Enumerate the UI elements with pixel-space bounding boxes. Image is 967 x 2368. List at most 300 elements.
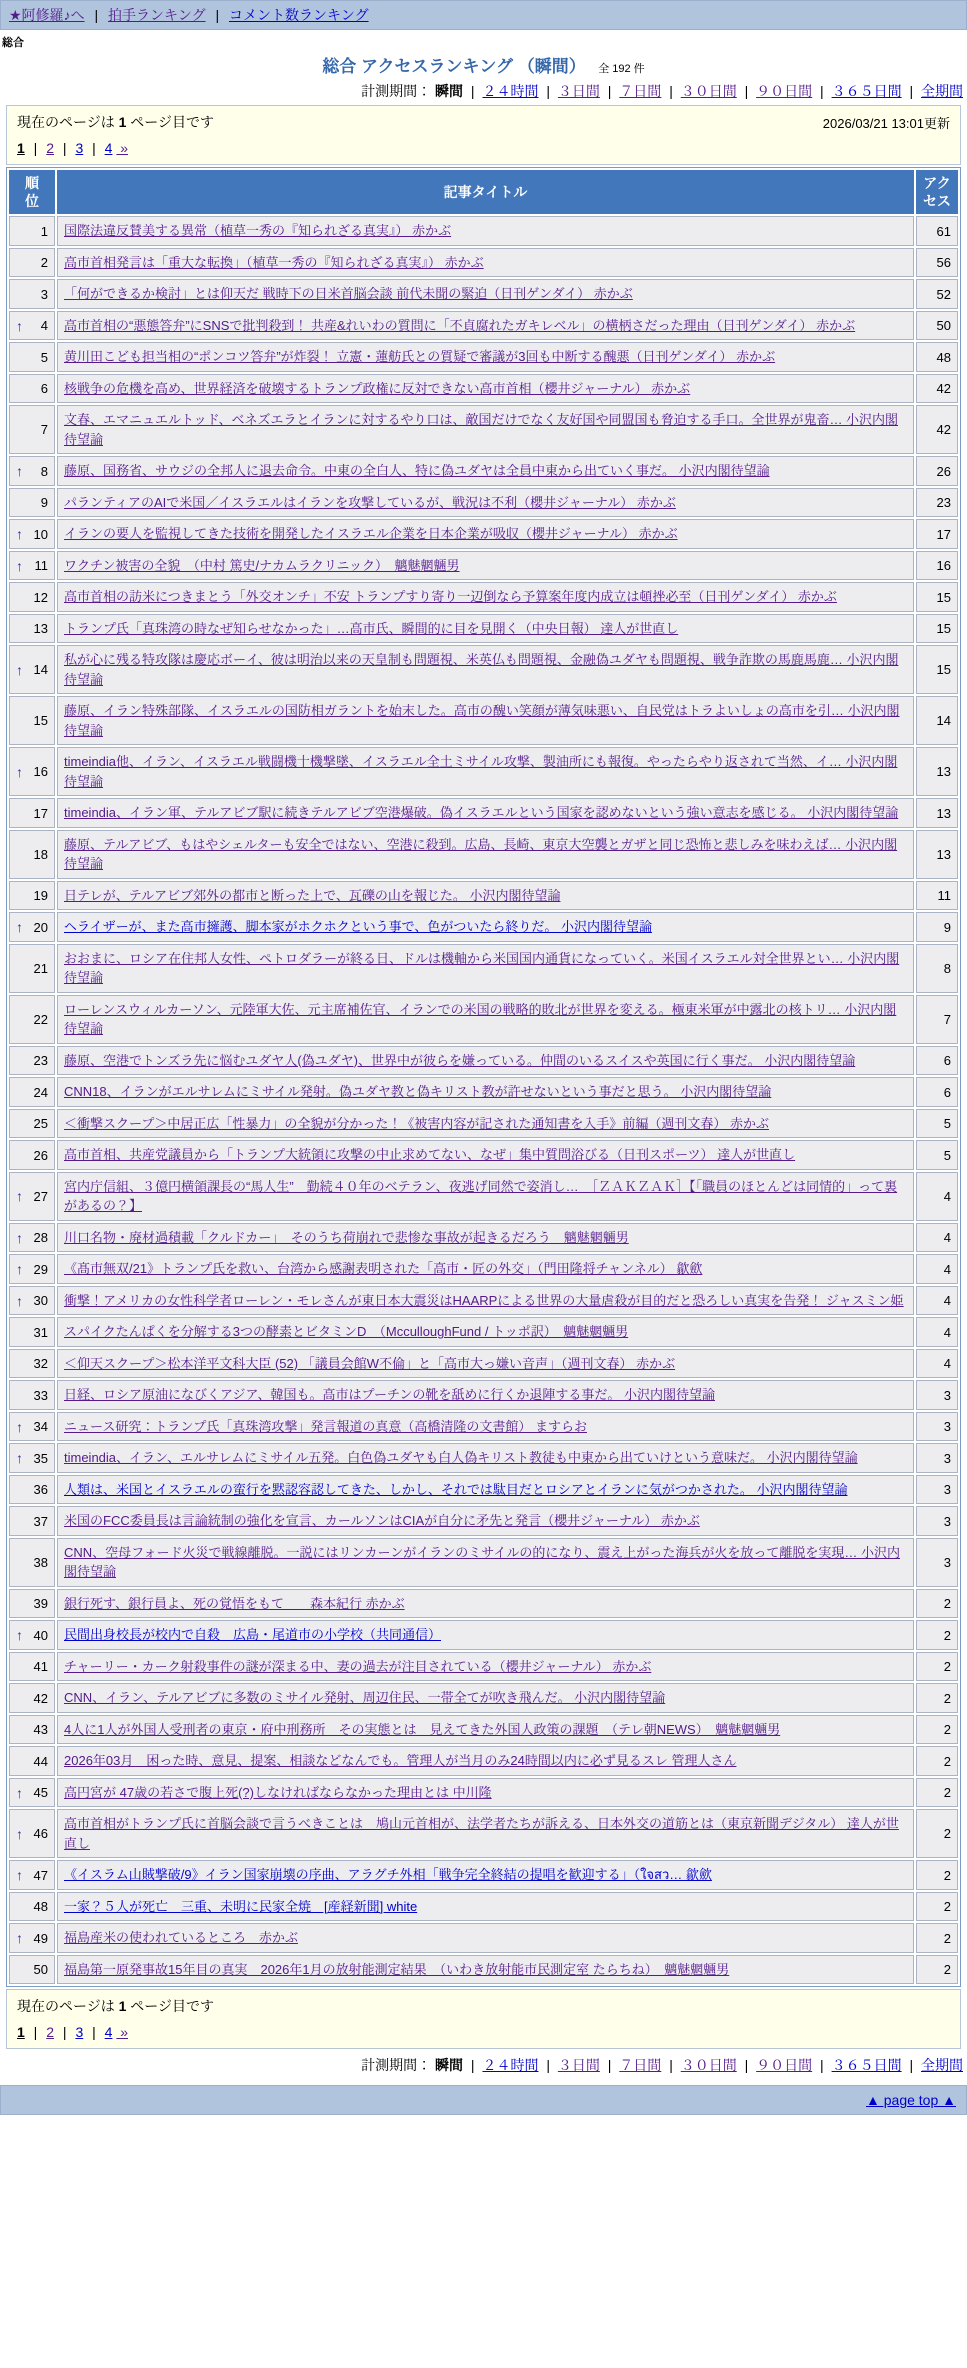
table-row bbox=[9, 488, 958, 518]
table-row bbox=[9, 912, 958, 942]
rank-up-arrow-icon: ↑ bbox=[16, 317, 23, 334]
rank-cell bbox=[9, 1715, 55, 1745]
title-cell bbox=[57, 1223, 914, 1253]
title-cell bbox=[57, 1892, 914, 1922]
title-cell bbox=[57, 1620, 914, 1650]
article-title-link[interactable]: ニュース研究：トランプ氏「真珠湾攻撃」発言報道の真意（高橋清隆の文書館） ますらお bbox=[64, 1418, 587, 1434]
period-option-link[interactable]: 全期間 bbox=[921, 2057, 963, 2074]
table-row bbox=[9, 374, 958, 404]
article-title-link[interactable]: チャーリー・カーク射殺事件の謎が深まる中、妻の過去が注目されている（櫻井ジャーナル） 赤かぶ bbox=[64, 1658, 652, 1674]
rank-cell bbox=[9, 1077, 55, 1107]
rank-cell bbox=[9, 1809, 55, 1858]
title-cell bbox=[57, 645, 914, 694]
separator: | bbox=[29, 140, 42, 156]
access-column-header: アクセス bbox=[916, 170, 958, 214]
pagination-page-link[interactable]: 4 bbox=[104, 2024, 113, 2041]
article-title-link[interactable]: 民間出身校長が校内で自殺 広島・尾道市の小学校（共同通信） bbox=[64, 1627, 442, 1643]
rank-number: 2 bbox=[40, 255, 48, 271]
period-option-link[interactable]: ７日間 bbox=[619, 83, 662, 99]
rank-column-header: 順位 bbox=[9, 170, 55, 214]
table-row bbox=[9, 696, 958, 745]
article-title-link[interactable]: 米国のFCC委員長は言論統制の強化を宣言、カールソンはCIAが自分に矛先と発言（櫻井ジャーナル） 赤かぶ bbox=[64, 1513, 700, 1529]
separator: | bbox=[816, 2057, 828, 2074]
title-cell bbox=[57, 488, 914, 518]
separator: | bbox=[665, 2057, 677, 2074]
rank-up-arrow-icon: ↑ bbox=[16, 661, 23, 678]
access-count: 3 bbox=[916, 1443, 958, 1473]
rank-inner bbox=[16, 1325, 48, 1340]
article-title-link[interactable]: スパイクたんぱくを分解する3つの酵素とビタミンD （McculloughFund / トッポ訳） 魑魅魍魎男 bbox=[64, 1324, 629, 1340]
rank-inner bbox=[16, 713, 48, 728]
rank-inner bbox=[16, 1012, 48, 1027]
rank-cell bbox=[9, 1172, 55, 1221]
title-cell bbox=[57, 1955, 914, 1985]
rank-cell bbox=[9, 1923, 55, 1953]
current-page-suffix-bottom: ページ目です bbox=[126, 1998, 215, 2015]
title-cell bbox=[57, 881, 914, 911]
rank-inner bbox=[16, 318, 48, 334]
rank-cell bbox=[9, 1955, 55, 1985]
access-count: 2 bbox=[916, 1923, 958, 1953]
table-row bbox=[9, 1746, 958, 1776]
article-title-link[interactable]: 藤原、空港でトンズラ先に悩むユダヤ人(偽ユダヤ)、世界中が彼らを嫌っている。仲間のいるスイスや英国に行く事だ。 小沢内閣待望論 bbox=[64, 1052, 856, 1068]
rank-cell bbox=[9, 311, 55, 341]
pagination-page-link[interactable]: 3 bbox=[75, 140, 84, 156]
top-nav-bar bbox=[0, 0, 967, 30]
article-title-link[interactable]: 日経、ロシア原油になびくアジア、韓国も。高市はプーチンの靴を舐めに行くか退陣する事だ。 小沢内閣待望論 bbox=[64, 1387, 716, 1403]
rank-inner bbox=[16, 526, 48, 542]
rank-cell bbox=[9, 747, 55, 796]
article-title-link[interactable]: 人類は、米国とイスラエルの蛮行を黙認容認してきた、しかし、それでは駄目だとロシアとイランに気がつかされた。 小沢内閣待望論 bbox=[64, 1481, 848, 1497]
rank-cell bbox=[9, 488, 55, 518]
access-count: 61 bbox=[916, 216, 958, 246]
title-cell bbox=[57, 216, 914, 246]
title-cell bbox=[57, 1172, 914, 1221]
rank-number: 8 bbox=[40, 463, 48, 479]
rank-number: 44 bbox=[33, 1753, 48, 1769]
rank-cell bbox=[9, 1683, 55, 1713]
rank-cell bbox=[9, 1380, 55, 1410]
title-cell bbox=[57, 405, 914, 454]
period-option-link[interactable]: ９０日間 bbox=[756, 83, 813, 99]
rank-number: 24 bbox=[33, 1084, 48, 1100]
rank-number: 34 bbox=[33, 1419, 48, 1435]
article-title-link[interactable]: ヘライザーが、また高市擁護、脚本家がホクホクという事で、色がついたら終りだ。 小沢内閣待望論 bbox=[64, 919, 652, 935]
rank-number: 15 bbox=[33, 713, 48, 729]
pagination-page-link[interactable]: 4 bbox=[104, 140, 113, 156]
top-nav-links bbox=[9, 7, 369, 23]
rank-cell bbox=[9, 1046, 55, 1076]
article-title-link[interactable]: ＜仰天スクープ＞松本洋平文科大臣 (52) 「議員会館W不倫」と「高市大っ嫌い音声」（週刊文春） 赤かぶ bbox=[64, 1355, 676, 1371]
rank-inner bbox=[16, 590, 48, 605]
article-title-link[interactable]: ＜衝撃スクープ＞中居正広「性暴力」の全貌が分かった！《被害内容が記された通知書を入手》前編（週刊文春） 赤かぶ bbox=[64, 1115, 769, 1131]
title-cell bbox=[57, 1923, 914, 1953]
access-count: 3 bbox=[916, 1538, 958, 1587]
period-option-link[interactable]: ３０日間 bbox=[680, 2057, 737, 2074]
rank-cell bbox=[9, 1475, 55, 1505]
access-count: 3 bbox=[916, 1412, 958, 1442]
article-title-link[interactable]: 高市首相、共産党議員から「トランプ大統領に攻撃の中止求めてない、なぜ」集中質問浴びる（日刊スポーツ） 達人が世直し bbox=[64, 1147, 796, 1163]
access-count: 42 bbox=[916, 374, 958, 404]
title-cell bbox=[57, 1380, 914, 1410]
title-cell bbox=[57, 1506, 914, 1536]
access-count: 48 bbox=[916, 342, 958, 372]
article-title-link[interactable]: 藤原、テルアビブ、もはやシェルターも安全ではない、空港に殺到。広島、長崎、東京大空襲とガザと同じ恐怖と悲しみを味わえば… 小沢内閣待望論 bbox=[64, 836, 898, 872]
table-row bbox=[9, 1223, 958, 1253]
table-row bbox=[9, 456, 958, 486]
article-title-link[interactable]: 福島産米の使われているところ 赤かぶ bbox=[64, 1930, 299, 1946]
rank-up-arrow-icon: ↑ bbox=[16, 919, 23, 936]
rank-cell bbox=[9, 582, 55, 612]
rank-number: 50 bbox=[33, 1962, 48, 1978]
article-title-link[interactable]: 高市首相の訪米につきまとう「外交オンチ」不安 トランプすり寄り一辺倒なら予算案年度内成立は頓挫必至（日刊ゲンダイ） 赤かぶ bbox=[64, 589, 837, 605]
period-option-link[interactable]: ９０日間 bbox=[756, 2057, 813, 2074]
rank-number: 21 bbox=[33, 960, 48, 976]
rank-number: 41 bbox=[33, 1659, 48, 1675]
title-cell bbox=[57, 1046, 914, 1076]
period-option-link[interactable]: ３日間 bbox=[557, 83, 600, 99]
article-title-link[interactable]: 私が心に残る特攻隊は慶応ボーイ、彼は明治以来の天皇制も問題視、米英仏も問題視、金融偽ユダヤも問題視、戦争詐欺の馬鹿馬鹿… 小沢内閣待望論 bbox=[64, 652, 899, 687]
period-option-link[interactable]: ３６５日間 bbox=[831, 83, 902, 99]
rank-cell bbox=[9, 830, 55, 879]
rank-up-arrow-icon: ↑ bbox=[16, 1261, 23, 1278]
title-cell bbox=[57, 582, 914, 612]
rank-number: 37 bbox=[33, 1513, 48, 1529]
rank-inner bbox=[16, 224, 48, 239]
rank-number: 10 bbox=[33, 526, 48, 542]
rank-cell bbox=[9, 1652, 55, 1682]
rank-cell bbox=[9, 405, 55, 454]
current-page-prefix: 現在のページは bbox=[17, 114, 119, 130]
rank-cell bbox=[9, 944, 55, 993]
title-cell bbox=[57, 311, 914, 341]
access-count: 16 bbox=[916, 551, 958, 581]
rank-cell bbox=[9, 881, 55, 911]
rank-cell bbox=[9, 1538, 55, 1587]
rank-number: 11 bbox=[34, 558, 48, 574]
rank-inner bbox=[16, 1555, 48, 1570]
article-title-link[interactable]: 一家？５人が死亡 三重、未明に民家全焼 [産経新聞] white bbox=[64, 1898, 418, 1914]
rank-cell bbox=[9, 1746, 55, 1776]
table-row bbox=[9, 519, 958, 549]
access-count: 2 bbox=[916, 1746, 958, 1776]
rank-inner bbox=[16, 1867, 48, 1883]
rank-number: 5 bbox=[40, 349, 48, 365]
rank-inner bbox=[16, 1596, 48, 1611]
rank-inner bbox=[16, 1053, 48, 1068]
period-option-link[interactable]: ３６５日間 bbox=[831, 2057, 902, 2074]
article-title-link[interactable]: 宮内庁信組、３億円横領課長の“馬人生” 勤続４０年のベテラン、夜逃げ同然で姿消し… ［ＺＡＫＺＡＫ］【「職員のほとんどは同情的」って裏があるの？】 bbox=[64, 1178, 898, 1214]
access-count: 4 bbox=[916, 1317, 958, 1347]
article-title-link[interactable]: timeindia、イラン、エルサレムにミサイル五発。白色偽ユダヤも白人偽キリスト教徒も中東から出ていけという意味だ。 小沢内閣待望論 bbox=[64, 1450, 858, 1466]
article-title-link[interactable]: 《イスラム山賊撃破/9》イラン国家崩壊の序曲、アラグチ外相「戦争完全終結の提唱を歓迎する」（ใจสว… 歙歛 bbox=[64, 1867, 712, 1883]
table-row bbox=[9, 279, 958, 309]
title-cell bbox=[57, 1317, 914, 1347]
article-title-link[interactable]: おおまに、ロシア在住邦人女性、ペトロダラーが終る日、ドルは機軸から米国国内通貨になっていく。米国イスラエル対全世界とい… 小沢内閣待望論 bbox=[64, 950, 900, 986]
table-row bbox=[9, 405, 958, 454]
rank-inner bbox=[16, 1627, 48, 1643]
rank-inner bbox=[16, 1293, 48, 1309]
top-nav-link[interactable]: 拍手ランキング bbox=[107, 7, 206, 23]
article-title-link[interactable]: ローレンスウィルカーソン、元陸軍大佐、元主席補佐官、イランでの米国の戦略的敗北が世界を変える。極東米軍が中露北の核トリ… 小沢内閣待望論 bbox=[64, 1001, 897, 1037]
rank-cell bbox=[9, 1109, 55, 1139]
access-count: 11 bbox=[916, 881, 958, 911]
rank-cell bbox=[9, 696, 55, 745]
article-title-link[interactable]: 4人に1人が外国人受刑者の東京・府中刑務所 その実態とは 見えてきた外国人政策の課題 （テレ朝NEWS） 魑魅魍魎男 bbox=[64, 1721, 781, 1737]
rank-number: 6 bbox=[40, 381, 48, 397]
article-title-link[interactable]: CNN、空母フォード火災で戦線離脱。一説にはリンカーンがイランのミサイルの的になり、震え上がった海兵が火を放って離脱を実現… 小沢内閣待望論 bbox=[64, 1544, 900, 1580]
page-top-bar bbox=[0, 2085, 967, 2115]
title-cell bbox=[57, 1652, 914, 1682]
rank-number: 20 bbox=[33, 919, 48, 935]
rank-inner bbox=[16, 1085, 48, 1100]
pagination-next-link[interactable]: » bbox=[116, 2024, 129, 2041]
current-page-prefix-bottom: 現在のページは bbox=[17, 1998, 119, 2015]
rank-inner bbox=[16, 558, 48, 574]
table-row bbox=[9, 881, 958, 911]
separator: | bbox=[740, 2057, 753, 2074]
pagination-page-link[interactable]: 3 bbox=[75, 2024, 84, 2041]
table-row bbox=[9, 342, 958, 372]
table-row bbox=[9, 1620, 958, 1650]
rank-up-arrow-icon: ↑ bbox=[16, 1450, 23, 1467]
rank-inner bbox=[16, 1261, 48, 1277]
rank-number: 25 bbox=[33, 1116, 48, 1132]
access-count: 50 bbox=[916, 311, 958, 341]
table-row bbox=[9, 1254, 958, 1284]
rank-inner bbox=[16, 1356, 48, 1371]
rank-inner bbox=[16, 1148, 48, 1163]
separator: | bbox=[740, 83, 753, 99]
table-row bbox=[9, 1046, 958, 1076]
article-title-link[interactable]: 福島第一原発事故15年目の真実 2026年1月の放射能測定結果 （いわき放射能市民測定室 たらちね） 魑魅魍魎男 bbox=[64, 1961, 730, 1977]
separator: | bbox=[59, 140, 71, 156]
rank-number: 27 bbox=[33, 1188, 48, 1204]
article-title-link[interactable]: 川口名物・廃材過積載「クルドカー」 そのうち荷崩れで悲惨な事故が起きるだろう 魑魅魍魎男 bbox=[64, 1229, 629, 1245]
access-count: 42 bbox=[916, 405, 958, 454]
access-count: 13 bbox=[916, 830, 958, 879]
rank-inner bbox=[16, 888, 48, 903]
rank-number: 14 bbox=[33, 662, 48, 678]
article-title-link[interactable]: CNN18、イランがエルサレムにミサイル発射。偽ユダヤ教と偽キリスト教が許せないという事だと思う。 小沢内閣待望論 bbox=[64, 1084, 772, 1100]
period-label: 計測期間： bbox=[361, 83, 436, 99]
article-title-link[interactable]: 黄川田こども担当相の“ポンコツ答弁”が炸裂！ 立憲・蓮舫氏との質疑で審議が3回も中断する醜悪（日刊ゲンダイ） 赤かぶ bbox=[64, 349, 776, 365]
title-cell bbox=[57, 456, 914, 486]
access-count: 6 bbox=[916, 1077, 958, 1107]
table-row bbox=[9, 1809, 958, 1858]
article-title-link[interactable]: パランティアのAIで米国／イスラエルはイランを攻撃しているが、戦況は不利（櫻井ジャーナル） 赤かぶ bbox=[64, 494, 676, 510]
rank-inner bbox=[16, 422, 48, 437]
access-count: 56 bbox=[916, 248, 958, 278]
rank-inner bbox=[16, 662, 48, 678]
table-row bbox=[9, 747, 958, 796]
rank-inner bbox=[16, 350, 48, 365]
rank-inner bbox=[16, 1188, 48, 1204]
rank-cell bbox=[9, 1860, 55, 1890]
updated-timestamp: 2026/03/21 13:01更新 bbox=[822, 116, 950, 131]
rank-inner bbox=[16, 1482, 48, 1497]
table-row bbox=[9, 995, 958, 1044]
rank-cell bbox=[9, 248, 55, 278]
article-title-link[interactable]: ワクチン被害の全貌 （中村 篤史/ナカムラクリニック） 魑魅魍魎男 bbox=[64, 557, 460, 573]
article-title-link[interactable]: 文春、エマニュエルトッド、ベネズエラとイランに対するやり口は、敵国だけでなく友好国や同盟国も脅迫する手口。全世界が鬼畜… 小沢内閣待望論 bbox=[64, 412, 899, 447]
separator: | bbox=[603, 83, 616, 99]
access-count: 3 bbox=[916, 1380, 958, 1410]
title-cell bbox=[57, 279, 914, 309]
table-row bbox=[9, 798, 958, 828]
period-option-link[interactable]: ３日間 bbox=[557, 2057, 600, 2074]
rank-number: 9 bbox=[40, 495, 48, 511]
title-cell bbox=[57, 1109, 914, 1139]
rank-cell bbox=[9, 912, 55, 942]
access-count: 2 bbox=[916, 1860, 958, 1890]
title-cell bbox=[57, 1077, 914, 1107]
access-count: 4 bbox=[916, 1223, 958, 1253]
rank-inner bbox=[16, 1388, 48, 1403]
access-count: 2 bbox=[916, 1715, 958, 1745]
table-row bbox=[9, 1443, 958, 1473]
article-title-link[interactable]: 《髙市無双/21》トランプ氏を救い、台湾から感謝表明された「高市・匠の外交」（門田隆将チャンネル） 歙歛 bbox=[64, 1261, 703, 1277]
access-count: 4 bbox=[916, 1254, 958, 1284]
article-title-link[interactable]: 高市首相の“悪態答弁”にSNSで批判殺到！ 共産&れいわの質問に「不貞腐れたガキレベル」の横柄さだった理由（日刊ゲンダイ） 赤かぶ bbox=[64, 317, 856, 333]
access-count: 7 bbox=[916, 995, 958, 1044]
title-cell bbox=[57, 1412, 914, 1442]
pagination-next-link[interactable]: » bbox=[116, 140, 129, 156]
period-option-link[interactable]: ３０日間 bbox=[680, 83, 737, 99]
access-count: 23 bbox=[916, 488, 958, 518]
current-page-text bbox=[17, 112, 950, 132]
period-option-link[interactable]: ２４時間 bbox=[482, 2057, 539, 2074]
article-title-link[interactable]: 高市首相発言は「重大な転換」（植草一秀の『知られざる真実』） 赤かぶ bbox=[64, 254, 484, 270]
article-title-link[interactable]: 衝撃！アメリカの女性科学者ローレン・モレさんが東日本大震災はHAARPによる世界の大量虐殺が目的だと恐ろしい真実を告発！ ジャスミン姫 bbox=[64, 1292, 904, 1308]
access-count: 2 bbox=[916, 1652, 958, 1682]
rank-number: 43 bbox=[33, 1722, 48, 1738]
access-count: 17 bbox=[916, 519, 958, 549]
table-row bbox=[9, 1538, 958, 1587]
access-count: 2 bbox=[916, 1683, 958, 1713]
article-title-link[interactable]: CNN、イラン、テルアビブに多数のミサイル発射、周辺住民、一帯全てが吹き飛んだ。 小沢内閣待望論 bbox=[64, 1690, 666, 1706]
article-title-link[interactable]: 藤原、国務省、サウジの全邦人に退去命令。中東の全白人、特に偽ユダヤは全員中東から出ていく事だ。 小沢内閣待望論 bbox=[64, 463, 770, 479]
table-row bbox=[9, 645, 958, 694]
period-option-link[interactable]: 全期間 bbox=[921, 83, 963, 99]
access-count: 2 bbox=[916, 1778, 958, 1808]
ranking-table bbox=[6, 167, 961, 1987]
rank-inner bbox=[16, 1691, 48, 1706]
article-title-link[interactable]: トランプ氏「真珠湾の時なぜ知らせなかった」…高市氏、瞬間的に目を見開く（中央日報） 達人が世直し bbox=[64, 620, 679, 636]
rank-number: 46 bbox=[33, 1826, 48, 1842]
rank-number: 28 bbox=[33, 1230, 48, 1246]
article-title-link[interactable]: 核戦争の危機を高め、世界経済を破壊するトランプ政権に反対できない高市首相（櫻井ジャーナル） 赤かぶ bbox=[64, 380, 691, 396]
article-title-link[interactable]: 日テレが、テルアビブ郊外の都市と断った上で、瓦礫の山を報じた。 小沢内閣待望論 bbox=[64, 887, 561, 903]
rank-cell bbox=[9, 342, 55, 372]
rank-inner bbox=[16, 1899, 48, 1914]
title-cell bbox=[57, 798, 914, 828]
article-title-link[interactable]: 「何ができるか検討」とは仰天だ 戦時下の日米首脳会談 前代未聞の緊迫（日刊ゲンダイ） 赤かぶ bbox=[64, 286, 633, 302]
category-label: 総合 bbox=[2, 37, 24, 49]
period-option-link[interactable]: ２４時間 bbox=[482, 83, 539, 99]
table-row bbox=[9, 311, 958, 341]
separator: | bbox=[905, 2057, 917, 2074]
access-count: 15 bbox=[916, 614, 958, 644]
title-cell bbox=[57, 519, 914, 549]
rank-number: 23 bbox=[33, 1053, 48, 1069]
rank-number: 33 bbox=[33, 1387, 48, 1403]
article-title-link[interactable]: timeindia、イラン軍、テルアビブ駅に続きテルアビブ空港爆破。偽イスラエルという国家を認めないという強い意志を感じる。 小沢内閣待望論 bbox=[64, 805, 899, 821]
rank-inner bbox=[16, 1419, 48, 1435]
pagination-page-link[interactable]: 2 bbox=[46, 2024, 55, 2041]
separator: | bbox=[467, 83, 479, 99]
title-cell bbox=[57, 1683, 914, 1713]
separator: | bbox=[905, 83, 917, 99]
access-count: 4 bbox=[916, 1286, 958, 1316]
article-title-link[interactable]: 2026年03月 困った時、意見、提案、相談などなんでも。管理人が当月のみ24時間以内に必ず見るスレ 管理人さん bbox=[64, 1753, 737, 1769]
rank-cell bbox=[9, 1506, 55, 1536]
table-row bbox=[9, 1286, 958, 1316]
rank-cell bbox=[9, 1443, 55, 1473]
pagination-bottom bbox=[17, 2024, 950, 2040]
article-title-link[interactable]: 高市首相がトランプ氏に首脳会談で言うべきことは 鳩山元首相が、法学者たちが訴える、日本外交の道筋とは（東京新聞デジタル） 達人が世直し bbox=[64, 1816, 899, 1851]
rank-cell bbox=[9, 551, 55, 581]
rank-up-arrow-icon: ↑ bbox=[16, 1229, 23, 1246]
article-title-link[interactable]: 高円宮が 47歳の若さで腹上死(?)しなければならなかった理由とは 中川隆 bbox=[64, 1784, 492, 1800]
article-title-link[interactable]: 国際法違反賛美する異常（植草一秀の『知られざる真実』） 赤かぶ bbox=[64, 223, 452, 239]
access-count: 15 bbox=[916, 645, 958, 694]
page-top-link[interactable]: ▲ page top ▲ bbox=[866, 2092, 956, 2109]
rank-inner bbox=[16, 621, 48, 636]
table-row bbox=[9, 1860, 958, 1890]
top-nav-link[interactable]: コメント数ランキング bbox=[229, 7, 369, 23]
pagination-top bbox=[17, 140, 950, 156]
rank-inner bbox=[16, 806, 48, 821]
pagination-page-link[interactable]: 2 bbox=[46, 140, 55, 156]
separator: | bbox=[542, 2057, 554, 2074]
rank-up-arrow-icon: ↑ bbox=[16, 1627, 23, 1644]
page-title: 総合 アクセスランキング （瞬間） bbox=[322, 57, 586, 76]
rank-cell bbox=[9, 1286, 55, 1316]
rank-inner bbox=[16, 1116, 48, 1131]
access-count: 3 bbox=[916, 1475, 958, 1505]
rank-inner bbox=[16, 495, 48, 510]
top-nav-link[interactable]: ★阿修羅♪へ bbox=[9, 7, 85, 23]
title-cell bbox=[57, 1140, 914, 1170]
table-row bbox=[9, 216, 958, 246]
rank-number: 35 bbox=[33, 1450, 48, 1466]
title-cell bbox=[57, 830, 914, 879]
period-label: 計測期間： bbox=[361, 2057, 436, 2074]
title-cell bbox=[57, 747, 914, 796]
table-row bbox=[9, 1317, 958, 1347]
title-cell bbox=[57, 374, 914, 404]
article-title-link[interactable]: timeindia他、イラン、イスラエル戦闘機十機撃墜、イスラエル全土ミサイル攻撃、製油所にも報復。やったらやり返されて当然、イ… 小沢内閣待望論 bbox=[64, 754, 898, 789]
access-count: 15 bbox=[916, 582, 958, 612]
article-title-link[interactable]: 銀行死す、銀行員よ、死の覚悟をもて 森本紀行 赤かぶ bbox=[64, 1595, 405, 1611]
table-row bbox=[9, 1589, 958, 1619]
rank-cell bbox=[9, 456, 55, 486]
period-option-link[interactable]: ７日間 bbox=[619, 2057, 662, 2074]
rank-inner bbox=[16, 381, 48, 396]
rank-cell bbox=[9, 1589, 55, 1619]
table-row bbox=[9, 830, 958, 879]
rank-number: 31 bbox=[33, 1324, 48, 1340]
rank-cell bbox=[9, 279, 55, 309]
article-title-link[interactable]: イランの要人を監視してきた技術を開発したイスラエル企業を日本企業が吸収（櫻井ジャーナル） 赤かぶ bbox=[64, 526, 678, 542]
access-count: 8 bbox=[916, 944, 958, 993]
rank-cell bbox=[9, 798, 55, 828]
table-header-row bbox=[9, 170, 958, 214]
rank-inner bbox=[16, 1785, 48, 1801]
table-row bbox=[9, 1380, 958, 1410]
article-title-link[interactable]: 藤原、イラン特殊部隊、イスラエルの国防相ガラントを始末した。高市の醜い笑顔が薄気味悪い、自民党はトラよいしょの高市を引… 小沢内閣待望論 bbox=[64, 703, 900, 738]
